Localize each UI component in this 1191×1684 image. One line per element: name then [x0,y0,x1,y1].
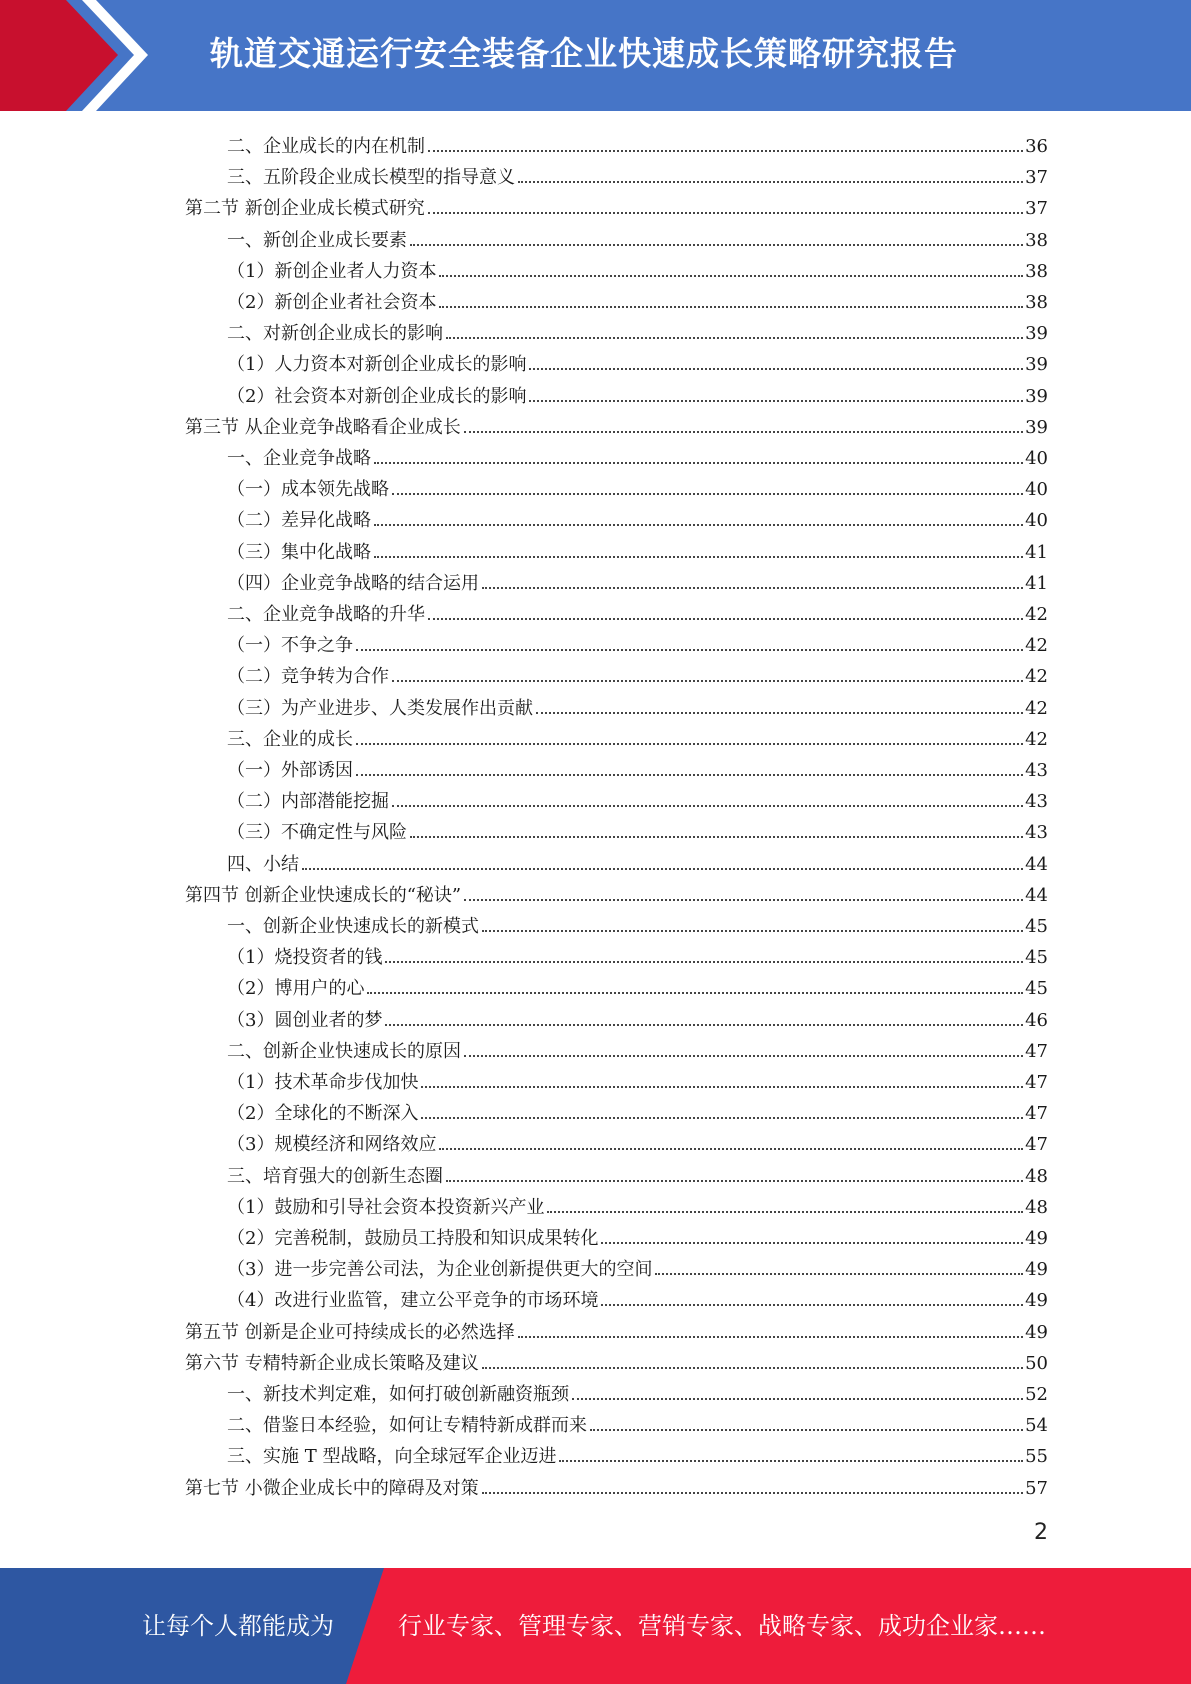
toc-entry-label: 一、新创企业成长要素 [227,229,407,251]
toc-entry[interactable] [227,720,1048,751]
toc-entry-label: （四）企业竞争战略的结合运用 [227,572,479,594]
toc-entry[interactable] [227,1094,1048,1125]
toc-entry[interactable] [227,782,1048,813]
toc-entry[interactable] [227,564,1048,595]
toc-entry-label: 第六节 专精特新企业成长策略及建议 [185,1352,479,1374]
toc-entry-page: 57 [1025,1477,1048,1499]
toc-entry[interactable] [185,189,1048,220]
toc-entry-label: 三、五阶段企业成长模型的指导意义 [227,167,515,189]
toc-entry-label: 三、培育强大的创新生态圈 [227,1165,443,1187]
toc-entry-label: 第四节 创新企业快速成长的“秘诀” [185,884,462,906]
toc-dot-leader [482,1492,1023,1494]
toc-entry-page: 55 [1025,1446,1048,1468]
toc-entry-label: 二、企业成长的内在机制 [227,136,425,157]
toc-entry-page: 47 [1025,1072,1048,1093]
toc-entry-label: （4）改进行业监管，建立公平竞争的市场环境 [227,1290,599,1312]
toc-entry-page: 43 [1025,822,1048,844]
toc-dot-leader [559,1460,1023,1462]
toc-entry-label: 第五节 创新是企业可持续成长的必然选择 [185,1321,515,1343]
toc-entry-label: （2）全球化的不断深入 [227,1103,419,1125]
toc-entry-page: 54 [1025,1415,1048,1437]
toc-entry-label: 二、企业竞争战略的升华 [227,604,425,625]
toc-dot-leader [374,556,1023,558]
toc-entry-page: 39 [1025,354,1048,376]
toc-entry-page: 37 [1025,198,1048,220]
toc-dot-leader [374,462,1023,464]
toc-entry-label: （1）技术革命步伐加快 [227,1072,419,1093]
toc-entry[interactable] [227,1032,1048,1063]
toc-entry-page: 47 [1025,1040,1048,1062]
toc-entry-page: 42 [1025,728,1048,750]
toc-entry-page: 38 [1025,292,1048,313]
toc-dot-leader [439,275,1023,277]
toc-entry-label: （1）人力资本对新创企业成长的影响 [227,354,527,376]
page-number: 2 [1034,1520,1048,1545]
toc-dot-leader [482,1367,1023,1369]
toc-entry[interactable] [227,969,1048,1000]
toc-entry-page: 50 [1025,1352,1048,1374]
toc-entry-page: 45 [1025,916,1048,937]
toc-entry-label: （2）社会资本对新创企业成长的影响 [227,385,527,407]
toc-entry-page: 39 [1025,416,1048,438]
toc-entry[interactable] [227,1375,1048,1406]
toc-entry[interactable] [227,1406,1048,1437]
toc-entry-label: （3）圆创业者的梦 [227,1009,383,1031]
toc-dot-leader [421,1117,1023,1119]
toc-dot-leader [421,1086,1023,1088]
toc-entry-label: （1）烧投资者的钱 [227,947,383,969]
toc-dot-leader [446,337,1023,339]
toc-entry[interactable] [227,938,1048,969]
toc-entry-label: （1）鼓励和引导社会资本投资新兴产业 [227,1196,545,1218]
toc-entry-page: 47 [1025,1103,1048,1125]
toc-entry-label: （一）成本领先战略 [227,479,389,501]
page-footer [0,1568,1191,1684]
toc-entry-page: 45 [1025,947,1048,969]
toc-entry-label: （一）不争之争 [227,635,353,657]
toc-entry[interactable] [227,1281,1048,1312]
toc-entry-label: 第七节 小微企业成长中的障碍及对策 [185,1477,479,1499]
toc-dot-leader [464,899,1023,901]
toc-entry-label: （三）不确定性与风险 [227,822,407,844]
toc-entry[interactable] [227,1188,1048,1219]
toc-entry-page: 41 [1025,572,1048,594]
toc-dot-leader [392,493,1023,495]
toc-entry[interactable] [227,283,1048,314]
toc-entry[interactable] [227,158,1048,189]
toc-entry-page: 42 [1025,666,1048,688]
toc-entry-page: 48 [1025,1165,1048,1187]
toc-entry-page: 49 [1025,1228,1048,1249]
toc-entry-page: 42 [1025,635,1048,657]
toc-entry-page: 38 [1025,229,1048,251]
toc-entry[interactable] [227,345,1048,376]
toc-entry[interactable] [227,439,1048,470]
toc-entry-page: 39 [1025,385,1048,407]
toc-entry[interactable] [185,1344,1048,1375]
toc-entry-page: 52 [1025,1384,1048,1405]
toc-dot-leader [367,992,1023,994]
toc-entry[interactable] [185,876,1048,907]
toc-dot-leader [374,524,1023,526]
toc-entry-page: 49 [1025,1290,1048,1312]
toc-dot-leader [385,961,1023,963]
toc-dot-leader [439,1148,1023,1150]
toc-dot-leader [356,774,1023,776]
toc-entry[interactable] [227,533,1048,564]
toc-entry-page: 37 [1025,167,1048,189]
toc-dot-leader [464,431,1023,433]
toc-entry[interactable] [227,1157,1048,1188]
toc-entry-page: 43 [1025,760,1048,781]
toc-entry[interactable] [227,1219,1048,1250]
toc-entry-label: （二）内部潜能挖掘 [227,791,389,813]
toc-dot-leader [446,1180,1023,1182]
toc-dot-leader [536,712,1023,714]
toc-entry-label: 第二节 新创企业成长模式研究 [185,198,425,220]
toc-entry-label: （2）博用户的心 [227,978,365,1000]
toc-dot-leader [392,680,1023,682]
toc-entry-label: （2）完善税制，鼓励员工持股和知识成果转化 [227,1228,599,1249]
footer-slogan-right: 行业专家、管理专家、营销专家、战略专家、成功企业家…… [398,1612,1046,1640]
toc-dot-leader [464,1055,1023,1057]
toc-entry-label: 一、创新企业快速成长的新模式 [227,916,479,937]
toc-entry[interactable] [227,626,1048,657]
toc-entry[interactable] [227,377,1048,408]
toc-entry-page: 39 [1025,323,1048,345]
toc-dot-leader [601,1242,1023,1244]
toc-entry-page: 44 [1025,853,1048,875]
toc-entry-page: 36 [1025,136,1048,157]
toc-dot-leader [410,836,1023,838]
toc-entry-label: 第三节 从企业竞争战略看企业成长 [185,416,461,438]
toc-entry-page: 42 [1025,697,1048,719]
toc-entry[interactable] [185,408,1048,439]
toc-dot-leader [392,805,1023,807]
toc-entry[interactable] [185,1469,1048,1500]
page-header [0,0,1191,111]
toc-entry[interactable] [227,751,1048,782]
toc-entry[interactable] [227,1001,1048,1032]
toc-entry-label: （1）新创企业者人力资本 [227,260,437,282]
toc-entry-page: 40 [1025,510,1048,532]
toc-entry-page: 45 [1025,978,1048,1000]
toc-entry-page: 38 [1025,260,1048,282]
toc-entry[interactable] [185,1313,1048,1344]
toc-entry[interactable] [227,813,1048,844]
toc-dot-leader [356,649,1023,651]
toc-entry[interactable] [227,1063,1048,1094]
toc-entry-label: （三）集中化战略 [227,541,371,563]
toc-entry[interactable] [227,595,1048,626]
toc-dot-leader [439,306,1023,308]
toc-entry[interactable] [227,314,1048,345]
header-arrow-decoration [0,0,170,111]
toc-entry[interactable] [227,1250,1048,1281]
toc-entry-page: 41 [1025,541,1048,563]
toc-dot-leader [655,1273,1023,1275]
toc-entry[interactable] [227,470,1048,501]
toc-entry[interactable] [227,501,1048,532]
toc-dot-leader [518,181,1023,183]
toc-entry-page: 40 [1025,479,1048,501]
toc-dot-leader [428,150,1023,152]
toc-entry[interactable] [227,907,1048,938]
toc-entry-label: （3）规模经济和网络效应 [227,1134,437,1156]
toc-entry-page: 43 [1025,791,1048,813]
toc-entry-page: 40 [1025,448,1048,469]
toc-entry-label: 二、对新创企业成长的影响 [227,323,443,345]
toc-entry[interactable] [227,845,1048,876]
toc-dot-leader [529,400,1023,402]
toc-entry-page: 49 [1025,1321,1048,1343]
toc-dot-leader [590,1429,1023,1431]
toc-dot-leader [572,1398,1023,1400]
toc-entry-label: 一、企业竞争战略 [227,448,371,469]
toc-entry[interactable] [227,689,1048,720]
toc-dot-leader [547,1211,1023,1213]
toc-entry-page: 47 [1025,1134,1048,1156]
report-title: 轨道交通运行安全装备企业快速成长策略研究报告 [210,34,958,73]
toc-dot-leader [601,1304,1023,1306]
toc-dot-leader [302,868,1023,870]
toc-dot-leader [385,1024,1023,1026]
toc-dot-leader [428,618,1023,620]
toc-entry-page: 46 [1025,1009,1048,1031]
toc-entry[interactable] [227,1125,1048,1156]
toc-entry[interactable] [227,1437,1048,1468]
toc-entry[interactable] [227,252,1048,283]
toc-entry-label: 三、企业的成长 [227,728,353,750]
toc-entry-label: 二、借鉴日本经验，如何让专精特新成群而来 [227,1415,587,1437]
toc-entry-label: 三、实施 T 型战略，向全球冠军企业迈进 [227,1446,557,1468]
toc-entry-label: （二）差异化战略 [227,510,371,532]
toc-entry-label: （2）新创企业者社会资本 [227,292,437,313]
toc-entry-page: 48 [1025,1196,1048,1218]
toc-dot-leader [356,743,1023,745]
toc-dot-leader [428,212,1023,214]
toc-entry-label: 四、小结 [227,853,299,875]
toc-entry-label: 二、创新企业快速成长的原因 [227,1040,461,1062]
toc-entry-label: （二）竞争转为合作 [227,666,389,688]
toc-entry[interactable] [227,657,1048,688]
toc-dot-leader [529,368,1023,370]
toc-entry-label: 一、新技术判定难，如何打破创新融资瓶颈 [227,1384,569,1405]
toc-dot-leader [482,930,1023,932]
toc-entry-label: （三）为产业进步、人类发展作出贡献 [227,697,533,719]
toc-entry-page: 44 [1025,884,1048,906]
toc-entry[interactable] [227,127,1048,158]
toc-dot-leader [482,587,1023,589]
toc-entry-page: 42 [1025,604,1048,625]
toc-dot-leader [518,1336,1023,1338]
toc-entry-page: 49 [1025,1259,1048,1281]
toc-entry-label: （3）进一步完善公司法，为企业创新提供更大的空间 [227,1259,653,1281]
toc-entry[interactable] [227,221,1048,252]
footer-slogan-left: 让每个人都能成为 [142,1612,334,1640]
toc-entry-label: （一）外部诱因 [227,760,353,781]
toc-dot-leader [410,244,1023,246]
